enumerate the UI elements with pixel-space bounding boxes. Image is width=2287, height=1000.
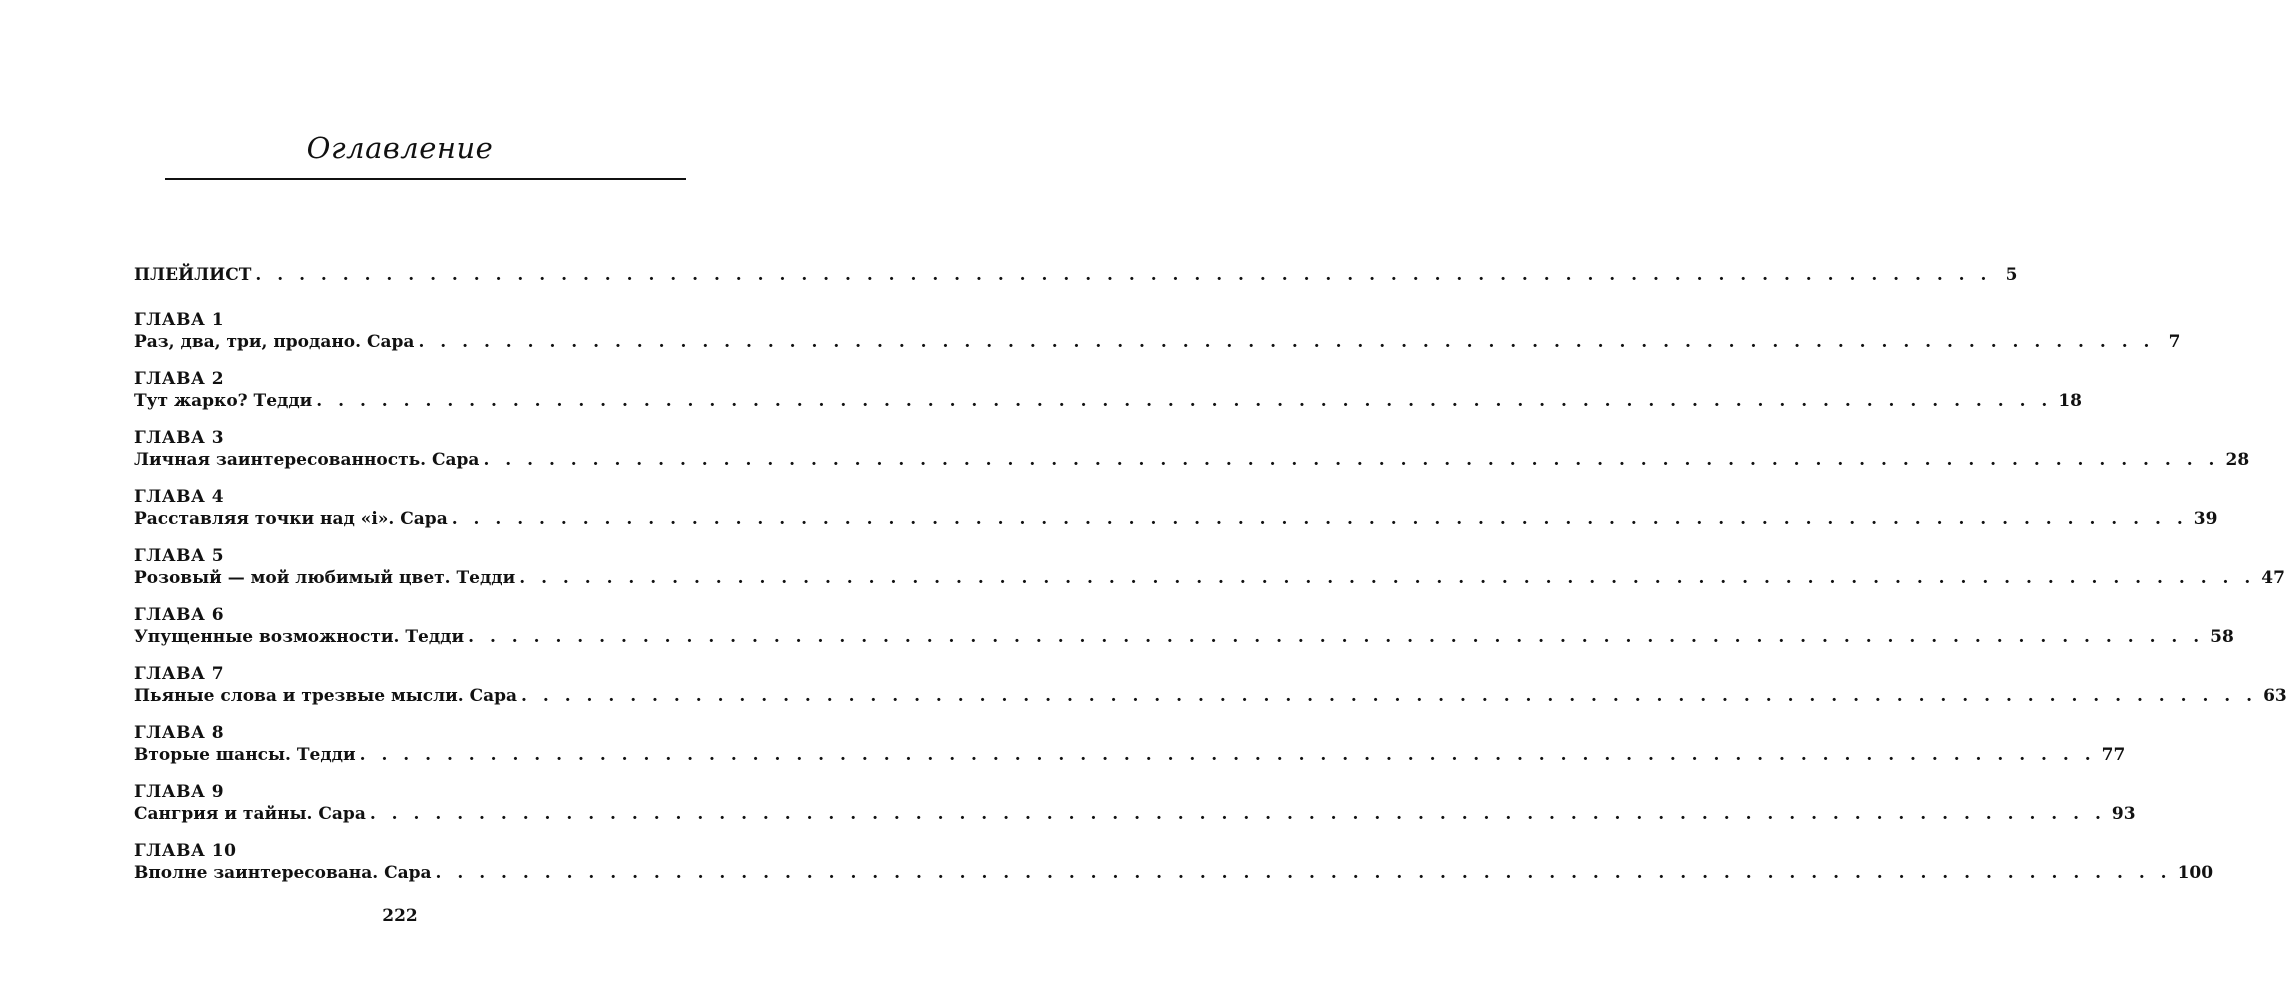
page-title: Оглавление	[306, 131, 494, 165]
entry-page-number: 77	[2101, 745, 2126, 765]
toc-line	[134, 390, 2083, 413]
dot-leader: . . . . . . . . . . . . . . . . . . . . . . . . . . . . . . . . . . . . . . . . . . . . . . . . . . . . . . . . . . . . . . . . . . . . . . . . . . . . . . . .	[483, 450, 2220, 470]
entry-page-number: 47	[2261, 568, 2285, 588]
toc-entry	[134, 368, 2083, 413]
toc-entry	[134, 486, 2218, 531]
dot-leader: . . . . . . . . . . . . . . . . . . . . . . . . . . . . . . . . . . . . . . . . . . . . . . . . . . . . . . . . . . . . . . . . . . . . . . . . . . . . . . . .	[418, 332, 2155, 352]
entry-title: Вполне заинтересована. Сара	[134, 863, 432, 883]
dot-leader: . . . . . . . . . . . . . . . . . . . . . . . . . . . . . . . . . . . . . . . . . . . . . . . . . . . . . . . . . . . . . . . . . . . . . . . . . . . . . . . .	[359, 745, 2096, 765]
entry-title: Вторые шансы. Тедди	[134, 745, 356, 765]
entry-title: Сангрия и тайны. Сара	[134, 804, 366, 824]
entry-page-number: 63	[2263, 686, 2287, 706]
chapter-label: ГЛАВА 5	[134, 546, 225, 566]
toc-line	[134, 264, 2018, 287]
toc-entry	[134, 840, 2214, 885]
chapter-label: ГЛАВА 3	[134, 428, 225, 448]
toc-entry	[134, 781, 2136, 826]
toc-entry	[134, 604, 2234, 649]
toc-line	[134, 803, 2136, 826]
title-divider	[165, 178, 686, 180]
toc-entry	[134, 722, 2126, 767]
dot-leader: . . . . . . . . . . . . . . . . . . . . . . . . . . . . . . . . . . . . . . . . . . . . . . . . . . . . . . . . . . . . . . . . . . . . . . . . . . . . . . . .	[316, 391, 2053, 411]
entry-title: Упущенные возможности. Тедди	[134, 627, 465, 647]
chapter-label: ГЛАВА 1	[134, 310, 225, 330]
toc-line	[134, 862, 2214, 885]
toc-entry	[134, 545, 2285, 590]
toc-line	[134, 685, 2287, 708]
entry-title: ПЛЕЙЛИСТ	[134, 265, 252, 285]
entry-page-number: 93	[2111, 804, 2136, 824]
toc-line	[134, 449, 2250, 472]
chapter-label: ГЛАВА 8	[134, 723, 225, 743]
entry-page-number: 5	[2005, 265, 2018, 285]
entry-title: Пьяные слова и трезвые мысли. Сара	[134, 686, 518, 706]
toc-line	[134, 508, 2218, 531]
chapter-label: ГЛАВА 6	[134, 605, 225, 625]
toc-entry	[134, 663, 2287, 708]
chapter-label: ГЛАВА 9	[134, 782, 225, 802]
chapter-label: ГЛАВА 2	[134, 369, 225, 389]
entry-page-number: 18	[2058, 391, 2083, 411]
dot-leader: . . . . . . . . . . . . . . . . . . . . . . . . . . . . . . . . . . . . . . . . . . . . . . . . . . . . . . . . . . . . . . . . . . . . . . . . . . . . . . . .	[435, 863, 2172, 883]
dot-leader: . . . . . . . . . . . . . . . . . . . . . . . . . . . . . . . . . . . . . . . . . . . . . . . . . . . . . . . . . . . . . . . . . . . . . . . . . . . . . . . .	[255, 265, 1992, 285]
toc-entry	[134, 309, 2181, 354]
toc-line	[134, 744, 2126, 767]
dot-leader: . . . . . . . . . . . . . . . . . . . . . . . . . . . . . . . . . . . . . . . . . . . . . . . . . . . . . . . . . . . . . . . . . . . . . . . . . . . . . . . .	[519, 568, 2256, 588]
dot-leader: . . . . . . . . . . . . . . . . . . . . . . . . . . . . . . . . . . . . . . . . . . . . . . . . . . . . . . . . . . . . . . . . . . . . . . . . . . . . . . . .	[451, 509, 2188, 529]
table-of-contents	[134, 264, 2287, 899]
dot-leader: . . . . . . . . . . . . . . . . . . . . . . . . . . . . . . . . . . . . . . . . . . . . . . . . . . . . . . . . . . . . . . . . . . . . . . . . . . . . . . . .	[369, 804, 2106, 824]
toc-entry	[134, 264, 2018, 287]
chapter-label: ГЛАВА 10	[134, 841, 237, 861]
entry-page-number: 28	[2225, 450, 2250, 470]
entry-title: Раз, два, три, продано. Сара	[134, 332, 415, 352]
toc-line	[134, 331, 2181, 354]
chapter-label: ГЛАВА 7	[134, 664, 225, 684]
entry-title: Личная заинтересованность. Сара	[134, 450, 480, 470]
entry-title: Тут жарко? Тедди	[134, 391, 313, 411]
toc-entry	[134, 427, 2250, 472]
toc-line	[134, 626, 2234, 649]
entry-page-number: 39	[2193, 509, 2218, 529]
entry-page-number: 58	[2210, 627, 2234, 647]
page-number: 222	[382, 906, 418, 926]
dot-leader: . . . . . . . . . . . . . . . . . . . . . . . . . . . . . . . . . . . . . . . . . . . . . . . . . . . . . . . . . . . . . . . . . . . . . . . . . . . . . . . .	[468, 627, 2205, 647]
entry-page-number: 100	[2177, 863, 2214, 883]
entry-title: Расставляя точки над «i». Сара	[134, 509, 448, 529]
entry-title: Розовый — мой любимый цвет. Тедди	[134, 568, 516, 588]
entry-page-number: 7	[2168, 332, 2181, 352]
toc-line	[134, 567, 2285, 590]
chapter-label: ГЛАВА 4	[134, 487, 225, 507]
dot-leader: . . . . . . . . . . . . . . . . . . . . . . . . . . . . . . . . . . . . . . . . . . . . . . . . . . . . . . . . . . . . . . . . . . . . . . . . . . . . . . . .	[521, 686, 2258, 706]
